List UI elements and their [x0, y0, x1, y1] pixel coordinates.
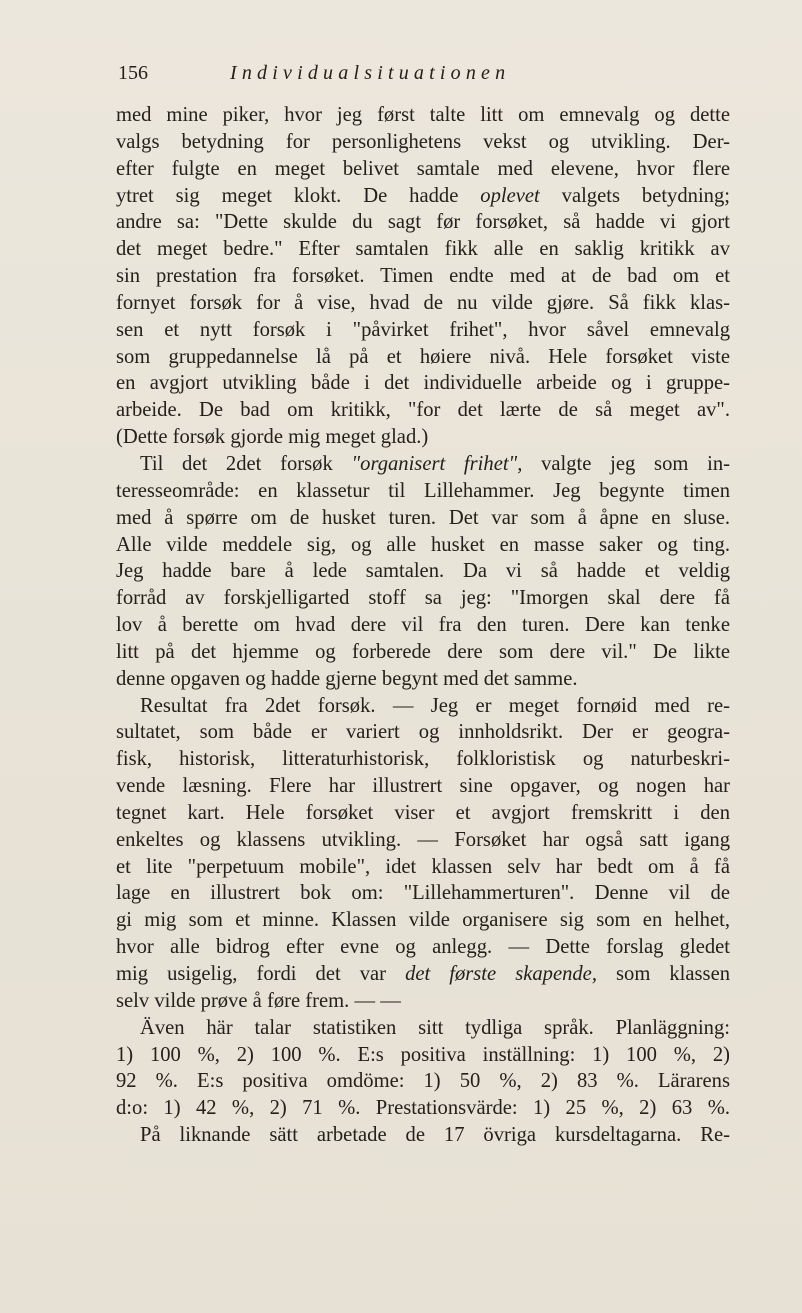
- text-line: [116, 612, 730, 639]
- text-segment: (Dette forsøk gjorde mig meget glad.): [116, 426, 429, 449]
- text-line: [116, 1042, 730, 1069]
- text-line: [116, 370, 730, 397]
- text-line: [116, 639, 730, 666]
- text-segment: teresseområde: en klassetur til Lillehammer. Jeg begynte timen: [116, 479, 730, 502]
- text-line: [116, 156, 730, 183]
- text-segment: det meget bedre." Efter samtalen fikk alle en saklig kritikk av: [116, 238, 730, 261]
- text-segment: efter fulgte en meget belivet samtale med elevene, hvor flere: [116, 157, 730, 180]
- text-line: [116, 558, 730, 585]
- page-number: 156: [118, 62, 148, 84]
- text-segment: enkeltes og klassens utvikling. — Forsøket har også satt igang: [116, 828, 730, 851]
- text-line: [116, 988, 730, 1015]
- text-line: [116, 183, 730, 210]
- text-segment: arbeide. De bad om kritikk, "for det lærte de så meget av".: [116, 399, 730, 422]
- text-segment: litt på det hjemme og forberede dere som dere vil." De likte: [116, 640, 730, 663]
- text-line: [116, 290, 730, 317]
- text-segment: hvor alle bidrog efter evne og anlegg. — Dette forslag gledet: [116, 936, 730, 959]
- text-segment: Jeg hadde bare å lede samtalen. Da vi så hadde et veldig: [116, 560, 730, 583]
- text-line: [116, 961, 730, 988]
- text-segment: valgte jeg som in-: [522, 452, 730, 475]
- page-header: [118, 62, 718, 92]
- text-line: [116, 236, 730, 263]
- text-line: [116, 585, 730, 612]
- text-segment: Resultat fra 2det forsøk. — Jeg er meget fornøid med re-: [140, 694, 730, 717]
- text-line: [116, 424, 730, 451]
- text-segment: sultatet, som både er variert og innholdsrikt. Der er geogra-: [116, 721, 730, 744]
- text-line: [116, 1122, 730, 1149]
- text-line: [116, 1095, 730, 1122]
- text-segment: ytret sig meget klokt. De hadde: [116, 184, 481, 207]
- text-segment: tegnet kart. Hele forsøket viser et avgjort fremskritt i den: [116, 801, 730, 824]
- text-segment: sen et nytt forsøk i "påvirket frihet", hvor såvel emnevalg: [116, 318, 730, 341]
- text-line: [116, 827, 730, 854]
- text-segment: mig usigelig, fordi det var: [116, 963, 406, 985]
- text-line: [116, 854, 730, 881]
- text-segment: Alle vilde meddele sig, og alle husket en masse saker og ting.: [116, 533, 730, 556]
- text-segment: lage en illustrert bok om: "Lillehammerturen". Denne vil de: [116, 882, 730, 905]
- text-segment: Även här talar statistiken sitt tydliga språk. Planläggning:: [140, 1016, 730, 1039]
- italic-segment: "organisert frihet",: [351, 452, 523, 475]
- text-line: [116, 102, 730, 129]
- text-segment: lov å berette om hvad dere vil fra den turen. Dere kan tenke: [116, 614, 730, 637]
- text-segment: sin prestation fra forsøket. Timen endte med at de bad om et: [116, 265, 730, 288]
- text-segment: som klassen: [596, 963, 731, 985]
- text-line: [116, 666, 730, 693]
- text-line: [116, 746, 730, 773]
- text-line: [116, 505, 730, 532]
- text-line: [116, 934, 730, 961]
- text-segment: Til det 2det forsøk: [140, 452, 352, 475]
- text-segment: en avgjort utvikling både i det individuelle arbeide og i gruppe-: [116, 372, 730, 395]
- text-line: [116, 773, 730, 800]
- text-segment: med å spørre om de husket turen. Det var som å åpne en sluse.: [116, 506, 730, 529]
- text-line: [116, 209, 730, 236]
- text-segment: med mine piker, hvor jeg først talte litt om emnevalg og dette: [116, 104, 730, 126]
- italic-segment: oplevet: [480, 184, 540, 207]
- text-segment: forråd av forskjelligarted stoff sa jeg: "Imorgen skal dere få: [116, 587, 730, 610]
- text-segment: selv vilde prøve å føre frem. — —: [116, 989, 401, 1012]
- text-segment: andre sa: "Dette skulde du sagt før forsøket, så hadde vi gjort: [116, 211, 730, 234]
- text-line: [116, 129, 730, 156]
- text-line: [116, 880, 730, 907]
- text-segment: På liknande sätt arbetade de 17 övriga kursdeltagarna. Re-: [140, 1124, 730, 1147]
- text-segment: et lite "perpetuum mobile", idet klassen selv har bedt om å få: [116, 855, 730, 878]
- running-head: Individualsituationen: [230, 62, 511, 84]
- italic-segment: det første skapende,: [405, 963, 597, 985]
- text-segment: 92 %. E:s positiva omdöme: 1) 50 %, 2) 83 %. Lärarens: [116, 1070, 730, 1093]
- text-segment: d:o: 1) 42 %, 2) 71 %. Prestationsvärde: 1) 25 %, 2) 63 %.: [116, 1097, 730, 1120]
- text-segment: gi mig som et minne. Klassen vilde organisere sig som en helhet,: [116, 909, 730, 932]
- text-segment: som gruppedannelse lå på et høiere nivå. Hele forsøket viste: [116, 345, 730, 368]
- text-segment: fornyet forsøk for å vise, hvad de nu vilde gjøre. Så fikk klas-: [116, 291, 730, 314]
- text-line: [116, 478, 730, 505]
- text-line: [116, 451, 730, 478]
- text-line: [116, 317, 730, 344]
- text-segment: valgets betydning;: [539, 184, 730, 207]
- body-text: [116, 102, 730, 1149]
- text-line: [116, 397, 730, 424]
- text-line: [116, 1068, 730, 1095]
- text-line: [116, 719, 730, 746]
- text-segment: valgs betydning for personlighetens vekst og utvikling. Der-: [116, 130, 730, 153]
- text-line: [116, 532, 730, 559]
- text-line: [116, 263, 730, 290]
- text-line: [116, 344, 730, 371]
- text-segment: vende læsning. Flere har illustrert sine opgaver, og nogen har: [116, 775, 730, 798]
- text-line: [116, 1015, 730, 1042]
- text-segment: 1) 100 %, 2) 100 %. E:s positiva inställning: 1) 100 %, 2): [116, 1043, 730, 1066]
- text-segment: fisk, historisk, litteraturhistorisk, folkloristisk og naturbeskri-: [116, 748, 730, 771]
- text-line: [116, 907, 730, 934]
- text-line: [116, 800, 730, 827]
- text-line: [116, 693, 730, 720]
- text-segment: denne opgaven og hadde gjerne begynt med det samme.: [116, 667, 578, 690]
